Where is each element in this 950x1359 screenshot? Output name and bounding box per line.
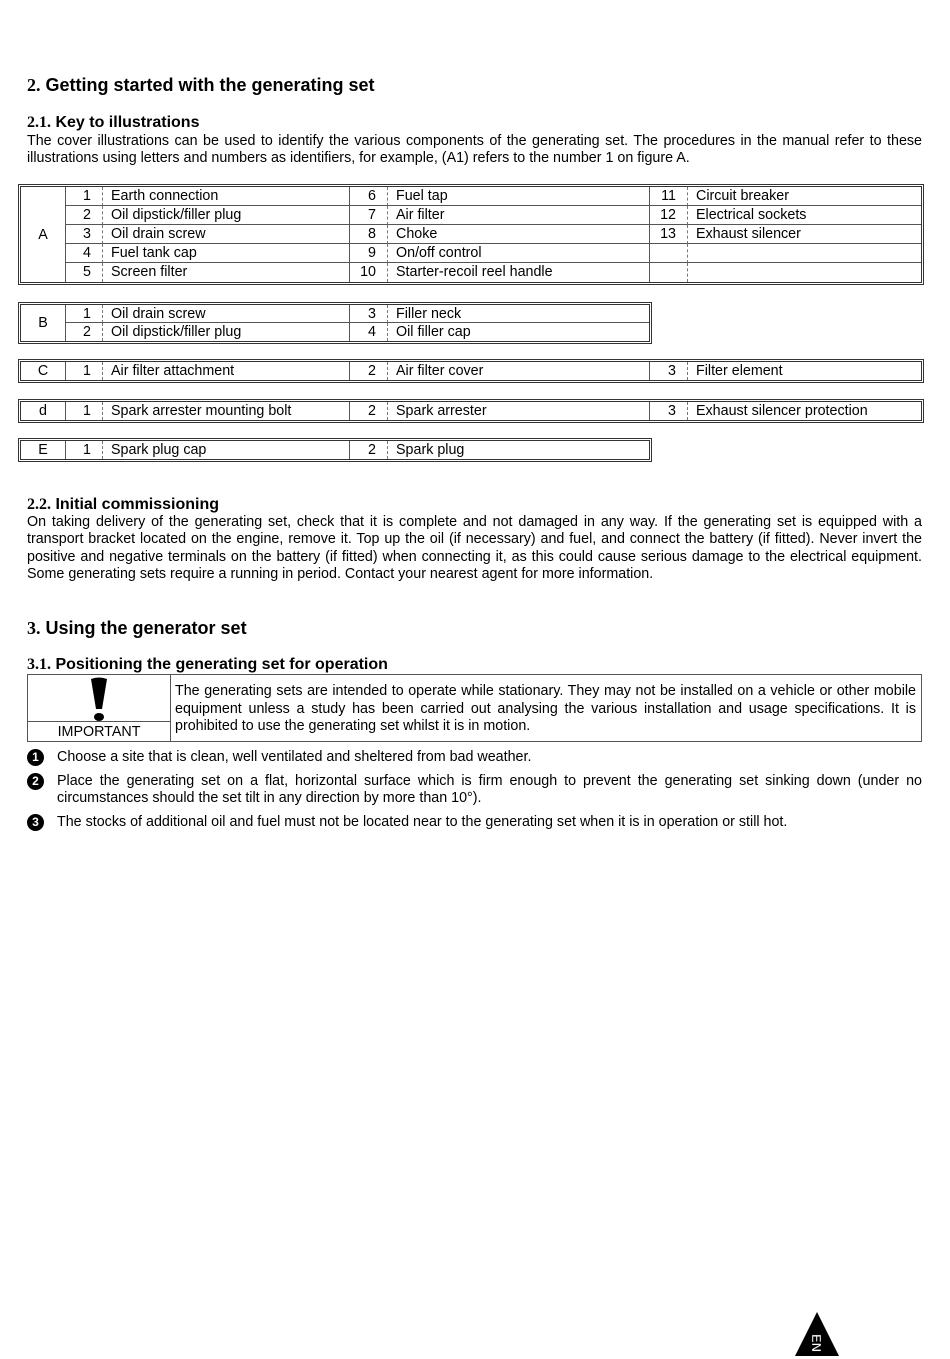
- item-label: Choke: [388, 225, 650, 244]
- item-label: Electrical sockets: [688, 206, 921, 225]
- step-marker: 3: [27, 814, 44, 831]
- figure-letter: d: [21, 402, 66, 420]
- item-number: 4: [66, 244, 103, 263]
- important-text: The generating sets are intended to operate while stationary. They may not be installed on a vehicle or other mobile equipment unless a study has been carried out analysing the various installation and usage specifications. It is prohibited to use the generating set whilst it is in motion.: [175, 683, 916, 734]
- section-number: 2.: [27, 75, 41, 95]
- item-number: 13: [650, 225, 688, 244]
- important-icon-cell: [28, 675, 171, 741]
- section-2-2-heading: [27, 496, 219, 514]
- item-number: 1: [66, 362, 103, 380]
- item-label: Air filter cover: [388, 362, 650, 380]
- item-number: 3: [350, 305, 388, 323]
- step-text: Choose a site that is clean, well ventilated and sheltered from bad weather.: [57, 749, 532, 765]
- key-table-d: [18, 399, 924, 423]
- item-label: Exhaust silencer: [688, 225, 921, 244]
- item-label: Screen filter: [103, 263, 350, 282]
- item-number: 3: [650, 362, 688, 380]
- section-number: 2.1.: [27, 114, 51, 131]
- item-label: Oil dipstick/filler plug: [103, 323, 350, 341]
- item-number: 2: [350, 362, 388, 380]
- item-number: 3: [66, 225, 103, 244]
- key-intro-paragraph: The cover illustrations can be used to identify the various components of the generating set. The procedures in the manual refer to these illustrations using letters and numbers as identifiers, for example, (A1) refers to the number 1 on figure A.: [27, 133, 922, 167]
- important-label: IMPORTANT: [28, 721, 170, 741]
- section-3-1-heading: [27, 656, 388, 674]
- item-number: 4: [350, 323, 388, 341]
- item-number: 1: [66, 441, 103, 459]
- item-number: 1: [66, 402, 103, 420]
- item-number: 2: [66, 323, 103, 341]
- section-title: Using the generator set: [45, 618, 247, 638]
- item-number: 1: [66, 305, 103, 323]
- item-number: [650, 244, 688, 263]
- item-label: Oil drain screw: [103, 225, 350, 244]
- commissioning-paragraph: On taking delivery of the generating set, check that it is complete and not damaged in any way. If the generating set is equipped with a transport bracket located on the engine, remove it. Top up the oil (if necessary) and fuel, and connect the battery (if fitted). Never invert the positive and negative terminals on the battery (if fitted) when connecting it, as this could cause serious damage to the electrical equipment. Some generating sets require a running in period. Contact your nearest agent for more information.: [27, 514, 922, 582]
- key-table-c: [18, 359, 924, 383]
- section-3-heading: [27, 618, 247, 639]
- section-number: 3.1.: [27, 656, 51, 673]
- item-label: Fuel tank cap: [103, 244, 350, 263]
- language-badge-label: EN: [809, 1333, 824, 1353]
- section-title: Key to illustrations: [55, 114, 200, 131]
- item-number: 9: [350, 244, 388, 263]
- figure-letter: E: [21, 441, 66, 459]
- item-number: 11: [650, 187, 688, 206]
- item-label: [688, 263, 921, 282]
- item-number: 2: [350, 402, 388, 420]
- item-number: 12: [650, 206, 688, 225]
- item-number: 2: [350, 441, 388, 459]
- item-number: [650, 263, 688, 282]
- item-label: Filter element: [696, 363, 783, 379]
- section-number: 2.2.: [27, 496, 51, 513]
- item-label: On/off control: [388, 244, 650, 263]
- item-label: Air filter attachment: [103, 362, 350, 380]
- item-number: 10: [350, 263, 388, 282]
- item-label: Filler neck: [388, 305, 649, 323]
- item-label: Spark arrester: [388, 402, 650, 420]
- exclamation-icon: [88, 677, 110, 721]
- section-2-1-heading: [27, 114, 199, 132]
- item-label: Spark plug: [396, 442, 465, 458]
- section-2-heading: [27, 75, 375, 96]
- item-label: Spark plug cap: [103, 441, 350, 459]
- item-label: Earth connection: [103, 187, 350, 206]
- language-badge: [793, 1310, 841, 1358]
- item-number: 1: [66, 187, 103, 206]
- item-label: Circuit breaker: [688, 187, 921, 206]
- section-title: Initial commissioning: [55, 496, 220, 513]
- key-table-a: [18, 184, 924, 285]
- item-number: 5: [66, 263, 103, 282]
- item-number: 6: [350, 187, 388, 206]
- item-label: Oil filler cap: [396, 324, 471, 340]
- item-number: 8: [350, 225, 388, 244]
- item-label: Spark arrester mounting bolt: [103, 402, 350, 420]
- step-marker: 1: [27, 749, 44, 766]
- important-notice: [27, 674, 922, 742]
- key-table-b: [18, 302, 652, 344]
- section-title: Positioning the generating set for operation: [55, 656, 388, 673]
- item-label: Starter-recoil reel handle: [388, 263, 650, 282]
- item-label: Oil drain screw: [103, 305, 350, 323]
- item-label: Air filter: [388, 206, 650, 225]
- item-number: 3: [650, 402, 688, 420]
- section-title: Getting started with the generating set: [45, 75, 375, 95]
- key-table-e: [18, 438, 652, 462]
- figure-letter: A: [21, 187, 66, 282]
- item-label: Exhaust silencer protection: [696, 403, 868, 419]
- item-label: [688, 244, 921, 263]
- section-number: 3.: [27, 618, 41, 638]
- item-label: Fuel tap: [388, 187, 650, 206]
- step-marker: 2: [27, 773, 44, 790]
- step-text: Place the generating set on a flat, horizontal surface which is firm enough to prevent the generating set sinking down (under no circumstances should the set tilt in any direction by more than 10°).: [57, 773, 922, 807]
- item-number: 7: [350, 206, 388, 225]
- figure-letter: C: [21, 362, 66, 380]
- step-text: The stocks of additional oil and fuel must not be located near to the generating set when it is in operation or still hot.: [57, 814, 788, 830]
- figure-letter: B: [21, 305, 66, 341]
- item-label: Oil dipstick/filler plug: [103, 206, 350, 225]
- item-number: 2: [66, 206, 103, 225]
